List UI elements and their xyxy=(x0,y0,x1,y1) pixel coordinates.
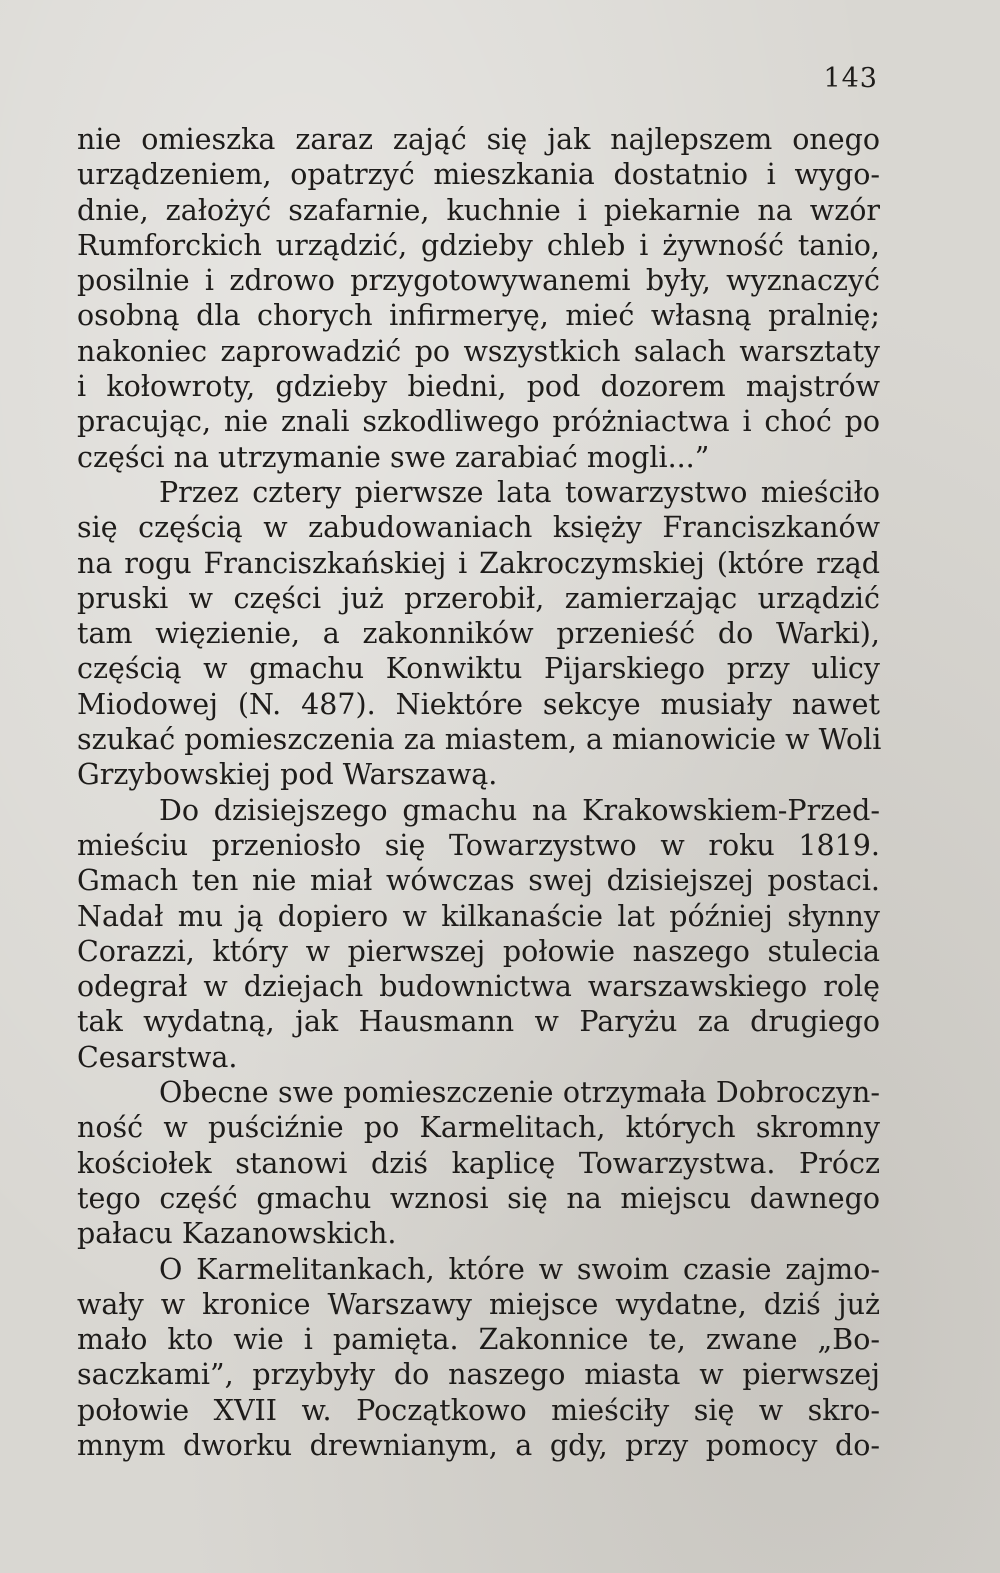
text-line: nakoniec zaprowadzić po wszystkich salach warsztaty xyxy=(77,334,880,368)
text-line: tego część gmachu wznosi się na miejscu dawnego xyxy=(77,1181,880,1215)
text-line: O Karmelitankach, które w swoim czasie zajmo- xyxy=(159,1252,880,1286)
text-line: Do dzisiejszego gmachu na Krakowskiem-Przed- xyxy=(159,793,880,827)
text-line: Gmach ten nie miał wówczas swej dzisiejszej postaci. xyxy=(77,864,880,898)
text-line: i kołowroty, gdzieby biedni, pod dozorem majstrów xyxy=(77,370,880,404)
page-number: 143 xyxy=(823,63,878,94)
paragraph xyxy=(77,1252,880,1464)
paragraph xyxy=(77,122,880,475)
text-line: Miodowej (N. 487). Niektóre sekcye musiały nawet xyxy=(77,687,880,721)
text-line: osobną dla chorych infirmeryę, mieć własną pralnię; xyxy=(77,299,880,333)
text-line: wały w kronice Warszawy miejsce wydatne, dziś już xyxy=(77,1287,880,1321)
text-body xyxy=(77,122,880,1463)
paragraph xyxy=(77,1075,880,1251)
text-line: na rogu Franciszkańskiej i Zakroczymskiej (które rząd xyxy=(77,546,880,580)
text-line: pracując, nie znali szkodliwego próżniactwa i choć po xyxy=(77,405,880,439)
text-line: posilnie i zdrowo przygotowywanemi były, wyznaczyć xyxy=(77,264,880,298)
text-line: Obecne swe pomieszczenie otrzymała Dobroczyn- xyxy=(159,1076,880,1110)
text-line: Corazzi, który w pierwszej połowie naszego stulecia xyxy=(77,934,880,968)
text-line: dnie, założyć szafarnie, kuchnie i piekarnie na wzór xyxy=(77,193,880,227)
text-line: urządzeniem, opatrzyć mieszkania dostatnio i wygo- xyxy=(77,158,880,192)
text-line: tam więzienie, a zakonników przenieść do Warki), xyxy=(77,617,880,651)
text-line: tak wydatną, jak Hausmann w Paryżu za drugiego xyxy=(77,1005,880,1039)
text-line: Przez cztery pierwsze lata towarzystwo mieściło xyxy=(159,475,880,509)
text-line: pałacu Kazanowskich. xyxy=(77,1217,397,1251)
text-line: saczkami”, przybyły do naszego miasta w pierwszej xyxy=(77,1358,880,1392)
text-line: częścią w gmachu Konwiktu Pijarskiego przy ulicy xyxy=(77,652,880,686)
text-line: kościołek stanowi dziś kaplicę Towarzystwa. Prócz xyxy=(77,1146,880,1180)
text-line: mnym dworku drewnianym, a gdy, przy pomocy do- xyxy=(77,1428,880,1462)
text-line: połowie XVII w. Początkowo mieściły się w skro- xyxy=(77,1393,880,1427)
paragraph xyxy=(77,793,880,1075)
paragraph xyxy=(77,475,880,793)
text-line: Cesarstwa. xyxy=(77,1040,238,1074)
text-line: nie omieszka zaraz zająć się jak najlepszem onego xyxy=(77,123,880,156)
text-line: mało kto wie i pamięta. Zakonnice te, zwane „Bo- xyxy=(77,1323,880,1357)
text-line: odegrał w dziejach budownictwa warszawskiego rolę xyxy=(77,970,880,1004)
text-line: mieściu przeniosło się Towarzystwo w roku 1819. xyxy=(77,828,880,862)
text-line: Nadał mu ją dopiero w kilkanaście lat później słynny xyxy=(77,899,880,933)
text-line: Rumforckich urządzić, gdzieby chleb i żywność tanio, xyxy=(77,228,880,262)
text-line: pruski w części już przerobił, zamierzając urządzić xyxy=(77,581,880,615)
text-line: części na utrzymanie swe zarabiać mogli...” xyxy=(77,440,710,474)
text-line: się częścią w zabudowaniach księży Franciszkanów xyxy=(77,511,880,545)
text-line: ność w puściźnie po Karmelitach, których skromny xyxy=(77,1111,880,1145)
text-line: Grzybowskiej pod Warszawą. xyxy=(77,758,498,792)
text-line: szukać pomieszczenia za miastem, a mianowicie w Woli xyxy=(77,723,882,757)
